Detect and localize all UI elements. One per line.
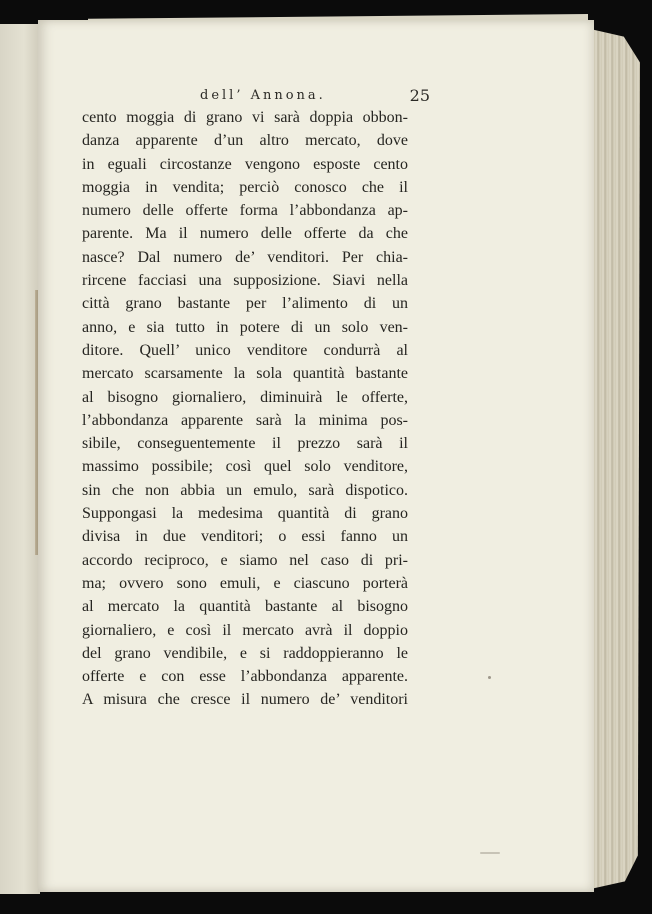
text-line: sibile, conseguentemente il prezzo sarà il [82,435,408,453]
text-line: moggia in vendita; perciò conosco che il [82,178,408,196]
text-line: ditore. Quell’ unico venditore condurrà al [82,341,408,359]
text-line: giornaliero, e così il mercato avrà il doppio [82,621,408,639]
text-line: divisa in due venditori; o essi fanno un [82,528,408,546]
text-line: del grano vendibile, e si raddoppieranno le [82,644,408,662]
text-line: sin che non abbia un emulo, sarà dispotico. [82,481,408,499]
text-line: nasce? Dal numero de’ venditori. Per chia- [82,248,408,266]
text-line: offerte e con esse l’abbondanza apparente. [82,668,408,686]
body-text [82,106,408,712]
text-line: A misura che cresce il numero de’ venditori [82,691,408,709]
text-line: parente. Ma il numero delle offerte da che [82,225,408,243]
text-line: al mercato la quantità bastante al bisogno [82,598,408,616]
text-line: al bisogno giornaliero, diminuirà le offerte, [82,388,408,406]
text-line: rircene facciasi una supposizione. Siavi nella [82,272,408,290]
text-line: numero delle offerte forma l’abbondanza ap- [82,202,408,220]
running-title: dell’ Annona. [200,88,326,103]
text-line: cento moggia di grano vi sarà doppia obbon- [82,109,408,126]
text-line: mercato scarsamente la sola quantità bastante [82,365,408,383]
paper-speck [480,852,500,854]
text-line: città grano bastante per l’alimento di un [82,295,408,313]
page-block-edges [586,28,640,890]
page-number: 25 [409,86,430,105]
text-line: l’abbondanza apparente sarà la minima pos- [82,411,408,429]
paper-speck [488,676,491,679]
text-line: accordo reciproco, e siamo nel caso di pri- [82,551,408,569]
text-line: ma; ovvero sono emuli, e ciascuno porterà [82,574,408,592]
text-line: Suppongasi la medesima quantità di grano [82,505,408,523]
text-line: in eguali circostanze vengono esposte cento [82,155,408,173]
text-line: anno, e sia tutto in potere di un solo ven- [82,318,408,336]
facing-page-edge [0,24,40,894]
text-line: massimo possibile; così quel solo venditore, [82,458,408,476]
text-line: danza apparente d’un altro mercato, dove [82,132,408,150]
